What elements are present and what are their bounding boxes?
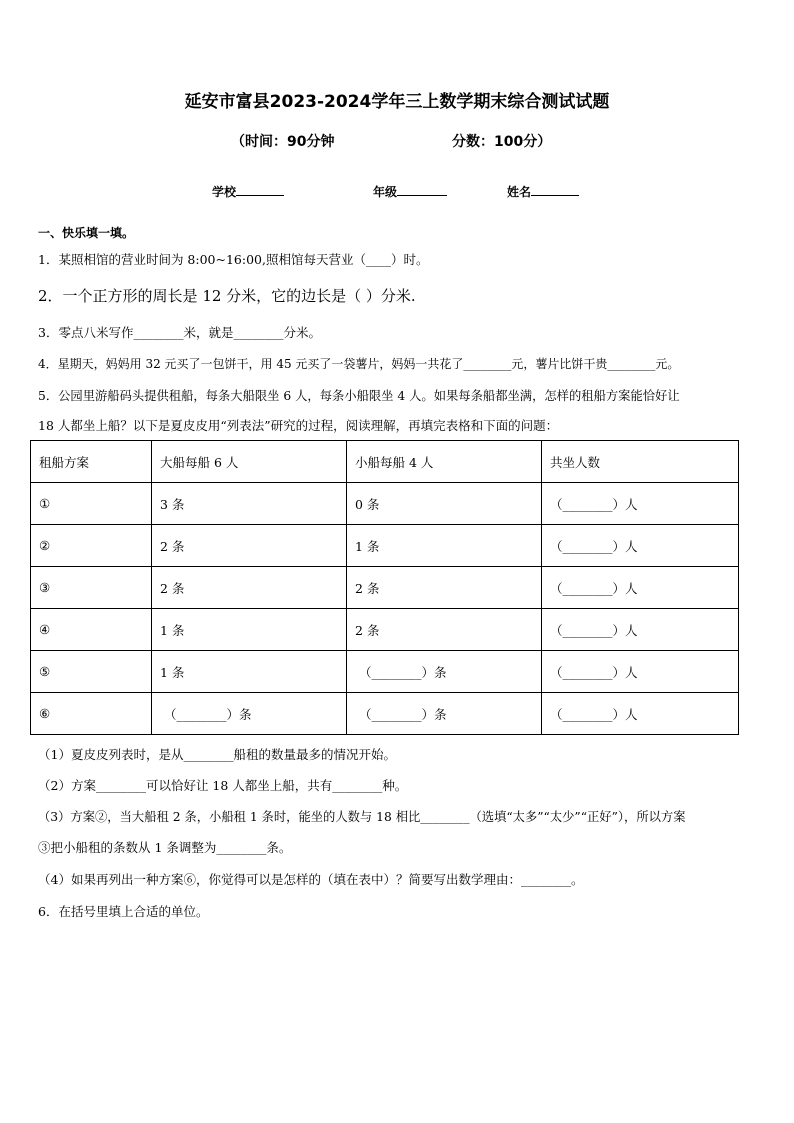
- table-cell-answer[interactable]: （________）人: [542, 693, 739, 735]
- table-cell-answer[interactable]: （________）人: [542, 525, 739, 567]
- section-heading: 一、快乐填一填。: [38, 226, 135, 240]
- table-cell: 2 条: [152, 525, 347, 567]
- sub-question-2: （2）方案________可以恰好让 18 人都坐上船，共有________种。: [38, 778, 408, 793]
- question-3: 3．零点八米写作________米，就是________分米。: [38, 325, 321, 340]
- table-row: [31, 609, 739, 651]
- school-blank[interactable]: [236, 183, 284, 196]
- name-field[interactable]: [507, 183, 579, 200]
- table-cell: 2 条: [347, 567, 542, 609]
- table-cell: 1 条: [347, 525, 542, 567]
- table-cell: ③: [31, 567, 152, 609]
- table-cell: 3 条: [152, 483, 347, 525]
- sub-question-3-line-2: ③把小船租的条数从 1 条调整为________条。: [38, 840, 292, 855]
- school-label: 学校: [212, 185, 237, 199]
- question-4: 4．星期天，妈妈用 32 元买了一包饼干，用 45 元买了一袋薯片，妈妈一共花了________元，薯片比饼干贵________元。: [38, 357, 680, 371]
- name-blank[interactable]: [531, 183, 579, 196]
- grade-field[interactable]: [373, 183, 447, 200]
- table-row: [31, 567, 739, 609]
- table-row: [31, 693, 739, 735]
- table-cell: ⑤: [31, 651, 152, 693]
- table-cell: ①: [31, 483, 152, 525]
- table-cell: 2 条: [152, 567, 347, 609]
- table-cell: 1 条: [152, 609, 347, 651]
- exam-score: 分数：100分）: [452, 134, 552, 150]
- table-cell-answer[interactable]: （________）人: [542, 483, 739, 525]
- table-row: [31, 651, 739, 693]
- table-cell-answer[interactable]: （________）条: [152, 693, 347, 735]
- table-header-cell: 大船每船 6 人: [152, 441, 347, 483]
- grade-blank[interactable]: [397, 183, 447, 196]
- table-cell-answer[interactable]: （________）人: [542, 567, 739, 609]
- name-label: 姓名: [507, 185, 532, 199]
- table-header-cell: 小船每船 4 人: [347, 441, 542, 483]
- table-header-cell: 共坐人数: [542, 441, 739, 483]
- table-cell: 0 条: [347, 483, 542, 525]
- table-cell: 2 条: [347, 609, 542, 651]
- table-row: [31, 483, 739, 525]
- question-2: 2．一个正方形的周长是 12 分米，它的边长是（ ）分米.: [38, 287, 416, 305]
- table-cell: ④: [31, 609, 152, 651]
- sub-question-3-line-1: （3）方案②，当大船租 2 条，小船租 1 条时，能坐的人数与 18 相比________（选填“太多”“太少”“正好”），所以方案: [38, 810, 686, 824]
- table-header-cell: 租船方案: [31, 441, 152, 483]
- table-row: [31, 525, 739, 567]
- school-field[interactable]: [212, 183, 284, 200]
- question-5-line-2: 18 人都坐上船？以下是夏皮皮用“列表法”研究的过程，阅读理解，再填完表格和下面的问题：: [38, 418, 559, 433]
- table-cell-answer[interactable]: （________）条: [347, 693, 542, 735]
- exam-time: （时间：90分钟: [231, 134, 335, 150]
- table-cell: ⑥: [31, 693, 152, 735]
- boat-plan-table: [30, 440, 739, 735]
- question-6: 6．在括号里填上合适的单位。: [38, 904, 209, 919]
- table-cell-answer[interactable]: （________）人: [542, 609, 739, 651]
- table-cell-answer[interactable]: （________）人: [542, 651, 739, 693]
- sub-question-4: （4）如果再列出一种方案⑥，你觉得可以是怎样的（填在表中）？简要写出数学理由：________。: [38, 872, 584, 887]
- table-cell: 1 条: [152, 651, 347, 693]
- page-title: 延安市富县2023-2024学年三上数学期末综合测试试题: [184, 92, 610, 112]
- table-cell-answer[interactable]: （________）条: [347, 651, 542, 693]
- table-cell: ②: [31, 525, 152, 567]
- table-header-row: [31, 441, 739, 483]
- sub-question-1: （1）夏皮皮列表时，是从________船租的数量最多的情况开始。: [38, 747, 396, 762]
- question-5-line-1: 5．公园里游船码头提供租船，每条大船限坐 6 人，每条小船限坐 4 人。如果每条船都坐满，怎样的租船方案能恰好让: [38, 389, 680, 403]
- question-1: 1．某照相馆的营业时间为 8:00~16:00,照相馆每天营业（____）时。: [38, 252, 429, 267]
- grade-label: 年级: [373, 185, 398, 199]
